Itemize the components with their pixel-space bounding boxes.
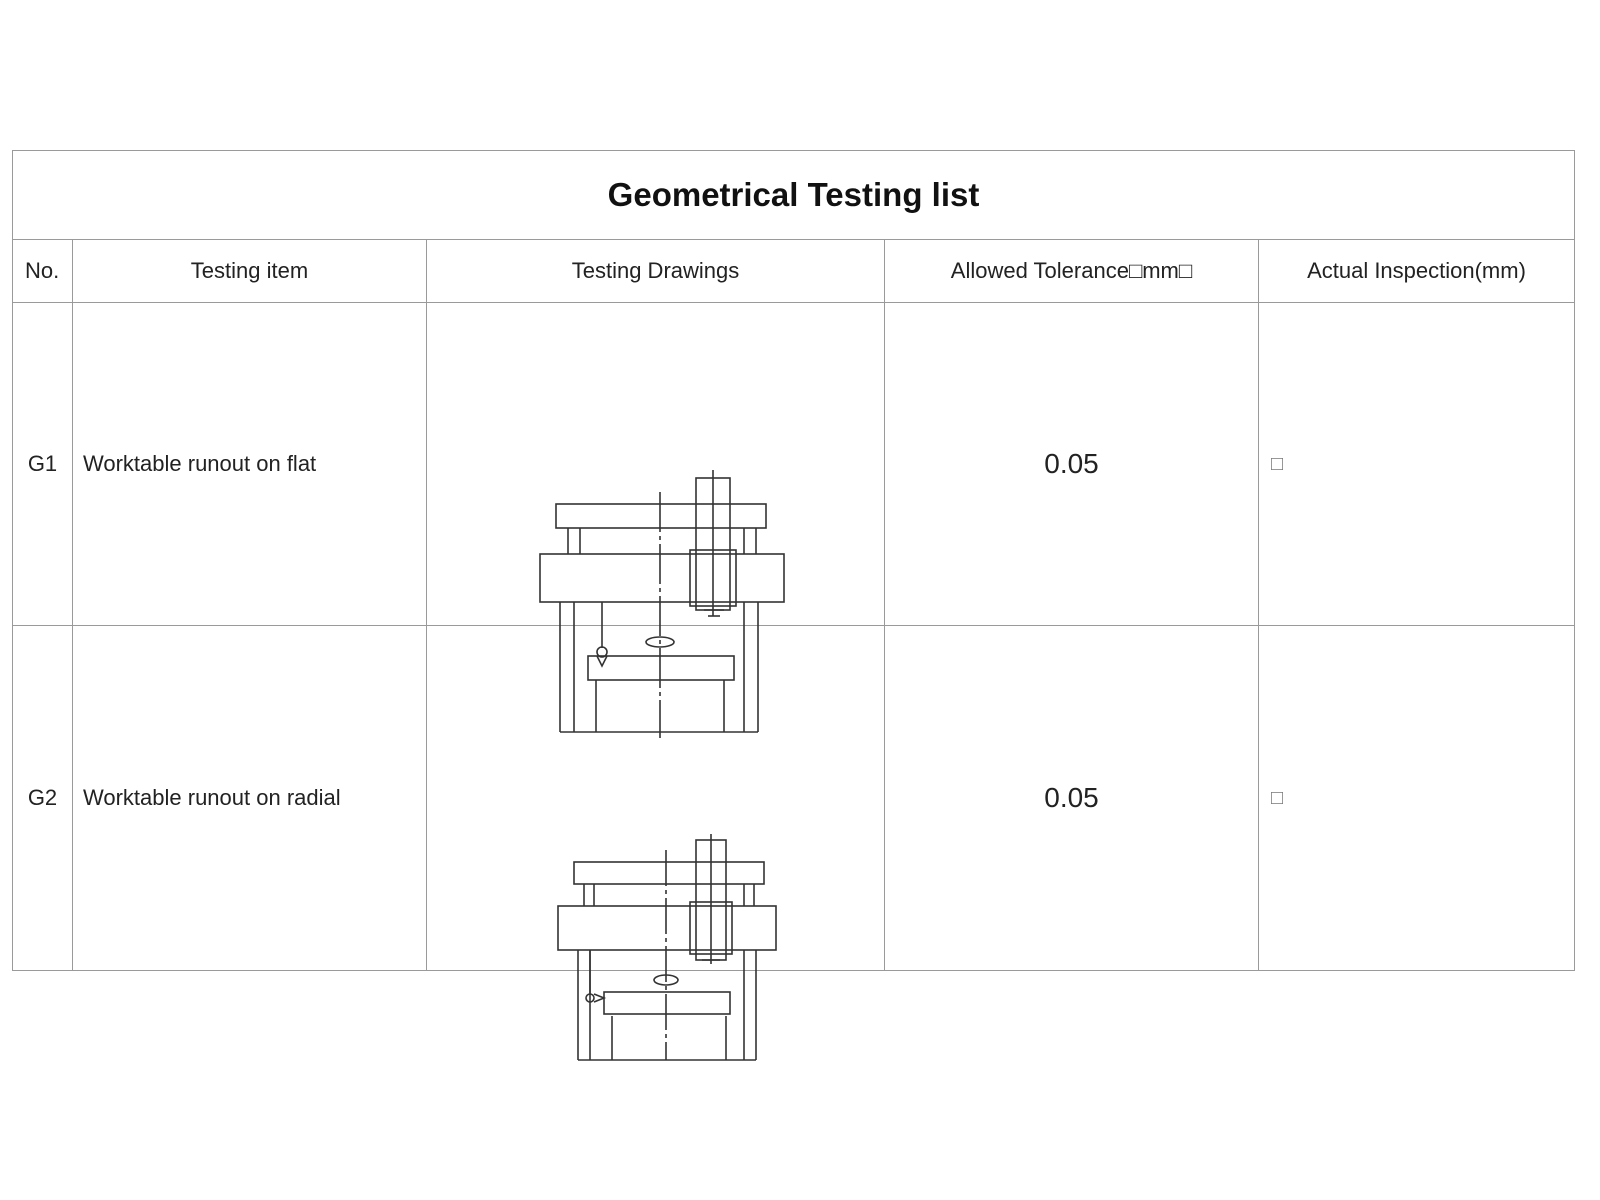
header-testing-drawings: Testing Drawings xyxy=(427,240,885,303)
row-number: G1 xyxy=(13,303,73,626)
testing-item: Worktable runout on flat xyxy=(73,303,427,626)
machine-flat-runout-drawing xyxy=(538,470,798,740)
page-title: Geometrical Testing list xyxy=(13,151,1575,240)
row-number: G2 xyxy=(13,626,73,971)
actual-inspection-field[interactable]: □ xyxy=(1259,626,1575,971)
testing-item: Worktable runout on radial xyxy=(73,626,427,971)
header-actual-inspection: Actual Inspection(mm) xyxy=(1259,240,1575,303)
header-testing-item: Testing item xyxy=(73,240,427,303)
header-row xyxy=(13,240,1575,303)
allowed-tolerance: 0.05 xyxy=(885,626,1259,971)
header-allowed-tolerance: Allowed Tolerance□mm□ xyxy=(885,240,1259,303)
machine-radial-runout-drawing xyxy=(554,834,784,1064)
allowed-tolerance: 0.05 xyxy=(885,303,1259,626)
actual-inspection-field[interactable]: □ xyxy=(1259,303,1575,626)
header-no: No. xyxy=(13,240,73,303)
